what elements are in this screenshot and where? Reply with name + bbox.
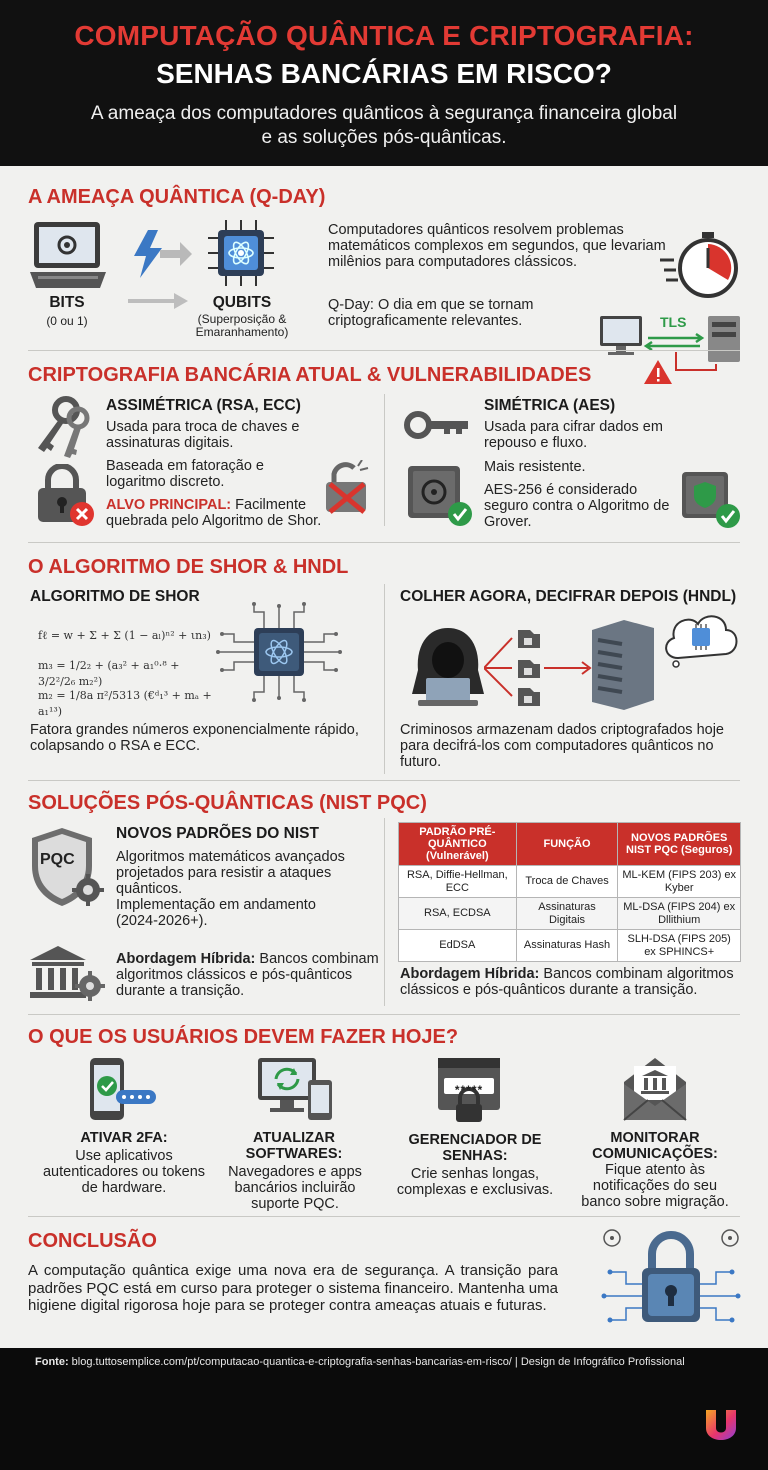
users-item-desc: Use aplicativos autenticadores ou tokens de hardware. (42, 1148, 206, 1196)
bank-mail-icon (622, 1054, 688, 1124)
quantum-cloud-icon (660, 608, 742, 668)
table-header-row (399, 823, 741, 866)
pqc-shield-icon (28, 826, 106, 910)
qubit-chip-icon (204, 216, 278, 290)
shield-safe-icon (680, 470, 742, 530)
divider (384, 394, 385, 526)
asym-p1: Usada para troca de chaves e assinaturas digitais. (106, 419, 300, 451)
table-cell: Assinaturas Digitais (516, 898, 618, 930)
sym-title: SIMÉTRICA (AES) (484, 397, 616, 414)
threat-desc1: Computadores quânticos resolvem problemas matemáticos complexos em segundos, que levariam milênios para computadores clássicos. (328, 222, 666, 270)
users-title: O QUE OS USUÁRIOS DEVEM FAZER HOJE? (28, 1026, 459, 1048)
brand-logo-icon (702, 1406, 740, 1446)
asym-title: ASSIMÉTRICA (RSA, ECC) (106, 397, 301, 414)
formula-3: m₂ = 1/8a π²/5313 (€ᵈ₁³ + mₐ + a₁¹³) (38, 689, 212, 718)
table-header: PADRÃO PRÉ-QUÂNTICO (Vulnerável) (399, 823, 517, 866)
pqc-title: SOLUÇÕES PÓS-QUÂNTICAS (NIST PQC) (28, 792, 427, 814)
title-line1: COMPUTAÇÃO QUÂNTICA E CRIPTOGRAFIA: (74, 20, 694, 51)
title-line2: SENHAS BANCÁRIAS EM RISCO? (156, 58, 612, 89)
data-arrows-icon (484, 628, 592, 706)
lightning-arrow-icon (130, 228, 192, 280)
divider (28, 1216, 740, 1217)
qubits-sub: (Superposição & Emaranhamento) (195, 312, 289, 339)
table-header: NOVOS PADRÕES NIST PQC (Seguros) (618, 823, 741, 866)
divider (384, 584, 385, 774)
table-row (399, 898, 741, 930)
table-cell: RSA, ECDSA (399, 898, 517, 930)
circuit-lock-icon (596, 1224, 746, 1336)
nist-p1: Algoritmos matemáticos avançados projetados para resistir a ataques quânticos. (116, 849, 345, 897)
table-cell: EdDSA (399, 930, 517, 962)
users-item-desc: Navegadores e apps bancários incluirão suporte PQC. (228, 1164, 362, 1212)
users-item-title: GERENCIADOR DE SENHAS: (408, 1132, 542, 1164)
divider (28, 350, 740, 351)
broken-lock-icon (324, 460, 370, 516)
threat-title: A AMEAÇA QUÂNTICA (Q-DAY) (28, 186, 326, 208)
conclusion-text: A computação quântica exige uma nova era de segurança. A transição para padrões PQC está em curso para proteger o sistema financeiro. Mantenha uma higiene digital rigorosa hoje para se proteger contra ameaças atuais e futuras. (28, 1262, 558, 1314)
banking-title: CRIPTOGRAFIA BANCÁRIA ATUAL & VULNERABILIDADES (28, 364, 592, 386)
hybrid-note-2: Abordagem Híbrida: Bancos combinam algoritmos clássicos e pós-quânticos durante a transição. (400, 966, 734, 998)
shor-left-title: ALGORITMO DE SHOR (30, 588, 200, 605)
update-devices-icon (256, 1056, 336, 1124)
computer-icon (30, 220, 106, 292)
table-cell: RSA, Diffie-Hellman, ECC (399, 866, 517, 898)
sym-p1: Usada para cifrar dados em repouso e fluxo. (484, 419, 663, 451)
hybrid-note: Abordagem Híbrida: Bancos combinam algoritmos clássicos e pós-quânticos durante a transição. (116, 951, 379, 999)
nist-p2: Implementação em andamento (2024-2026+). (116, 897, 316, 929)
divider (384, 818, 385, 1006)
bits-sub: (0 ou 1) (46, 314, 88, 328)
shor-title: O ALGORITMO DE SHOR & HNDL (28, 556, 349, 578)
users-item-title: ATIVAR 2FA: (80, 1130, 168, 1146)
sym-p3: AES-256 é considerado seguro contra o Algoritmo de Grover. (484, 482, 670, 530)
processor-icon (214, 602, 344, 702)
bank-icon (28, 944, 106, 1002)
bits-label: BITS (49, 294, 85, 311)
shor-left-desc: Fatora grandes números exponencialmente rápido, colapsando o RSA e ECC. (30, 722, 359, 754)
table-cell: SLH-DSA (FIPS 205) ex SPHINCS+ (618, 930, 741, 962)
users-item-desc: Crie senhas longas, complexas e exclusivas. (396, 1166, 554, 1198)
threat-desc2: Q-Day: O dia em que se tornam criptograficamente relevantes. (328, 297, 534, 329)
password-mask: ***** (454, 1083, 484, 1097)
formula-2: m₃ = 1/2₂ + (a₃² + a₁⁰⋅⁸ + 3/2²/2₆ m₂²) (38, 659, 180, 688)
stopwatch-icon (660, 232, 740, 298)
sym-p2: Mais resistente. (484, 459, 586, 475)
keys-icon (28, 396, 90, 460)
table-cell: ML-KEM (FIPS 203) ex Kyber (618, 866, 741, 898)
key-icon (404, 410, 470, 440)
subtitle: A ameaça dos computadores quânticos à segurança financeira global e as soluções pós-quânticas. (90, 103, 678, 148)
users-item-desc: Fique atento às notificações do seu banco sobre migração. (581, 1162, 729, 1210)
asym-alert: ALVO PRINCIPAL: Facilmente quebrada pelo Algoritmo de Shor. (106, 497, 322, 529)
divider (28, 1014, 740, 1015)
tls-label: TLS (660, 314, 687, 330)
divider (28, 780, 740, 781)
hacker-icon (408, 626, 488, 708)
server-icon (588, 618, 658, 712)
safe-icon (406, 464, 472, 528)
formula-1: fℓ = w + Σ + Σ (1 − aₗ)ⁿ² + ιn₃) (38, 629, 211, 642)
table-cell: Troca de Chaves (516, 866, 618, 898)
users-item-title: ATUALIZAR SOFTWARES: (245, 1130, 343, 1162)
lock-broken-icon (36, 464, 98, 528)
hndl-desc: Criminosos armazenam dados criptografados hoje para decifrá-los com computadores quânticos no futuro. (400, 722, 724, 770)
table-cell: Assinaturas Hash (516, 930, 618, 962)
table-cell: ML-DSA (FIPS 204) ex Dllithium (618, 898, 741, 930)
users-item-title: MONITORAR COMUNICAÇÕES: (592, 1130, 718, 1162)
arrow-icon (128, 293, 188, 309)
source-note: Fonte: blog.tuttosemplice.com/pt/computacao-quantica-e-criptografia-senhas-bancarias-em-risco/ | Design de Infográfico Profissional (35, 1356, 685, 1368)
table-row (399, 930, 741, 962)
header (0, 0, 768, 166)
footer (0, 1348, 768, 1470)
phone-2fa-icon (86, 1056, 158, 1124)
pqc-table (398, 822, 741, 962)
conclusion-title: CONCLUSÃO (28, 1230, 157, 1252)
table-row (399, 866, 741, 898)
hndl-title: COLHER AGORA, DECIFRAR DEPOIS (HNDL) (400, 588, 737, 605)
asym-p2: Baseada em fatoração e logaritmo discreto. (106, 458, 264, 490)
table-header: FUNÇÃO (516, 823, 618, 866)
divider (28, 542, 740, 543)
pqc-badge: PQC (40, 851, 75, 868)
nist-title: NOVOS PADRÕES DO NIST (116, 825, 319, 842)
qubits-label: QUBITS (212, 294, 272, 311)
